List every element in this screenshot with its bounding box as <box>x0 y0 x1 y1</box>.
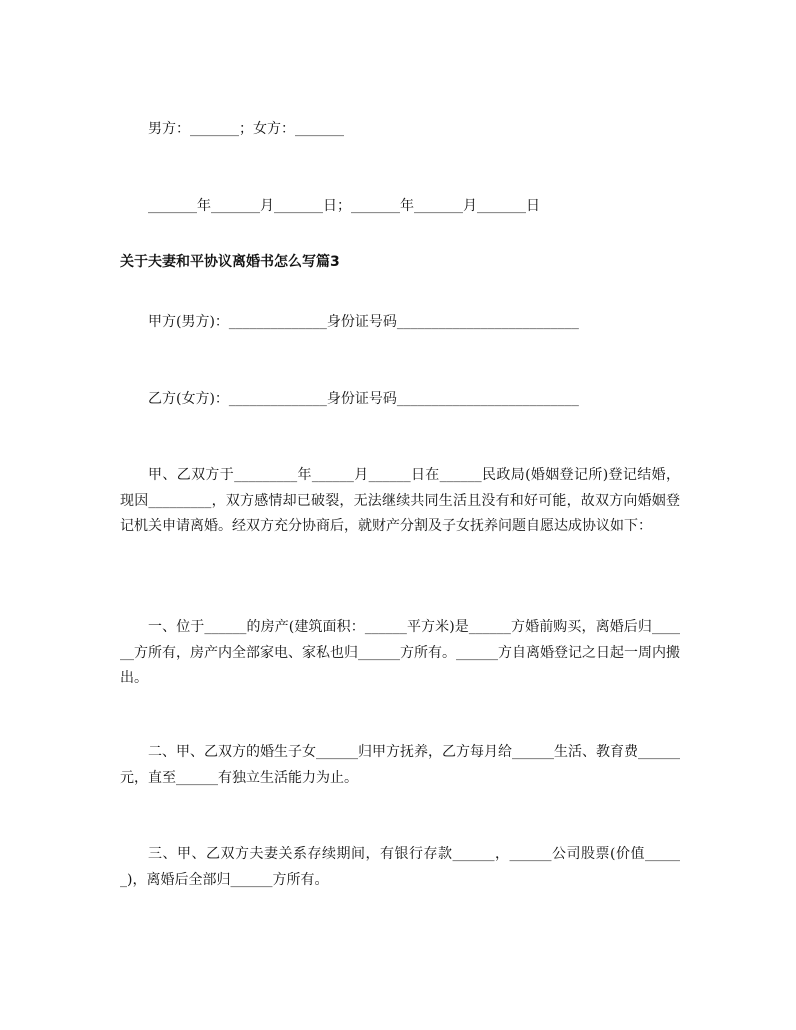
section-heading: 关于夫妻和平协议离婚书怎么写篇3 <box>120 254 340 270</box>
party-b-line: 乙方(女方)：______________身份证号码__________________________ <box>148 391 579 407</box>
clause-1-paragraph: 一、位于______的房产(建筑面积：______平方米)是______方婚前购买，离婚后归______方所有，房产内全部家电、家私也归______方所有。______方自离婚登记之日起一周内搬出。 <box>120 619 680 686</box>
clause-2-paragraph: 二、甲、乙双方的婚生子女______归甲方抚养，乙方每月给______生活、教育费______元，直至______有独立生活能力为止。 <box>120 744 680 786</box>
intro-paragraph: 甲、乙双方于_________年______月______日在______民政局(婚姻登记所)登记结婚，现因_________，双方感情却已破裂，无法继续共同生活且没有和好可能，故双方向婚姻登记机关申请离婚。经双方充分协商后，就财产分割及子女抚养问题自愿达成协议如下： <box>120 467 680 534</box>
date-line: _______年_______月_______日；_______年_______月_______日 <box>148 198 540 214</box>
party-a-line: 甲方(男方)：______________身份证号码__________________________ <box>148 314 579 330</box>
clause-3-paragraph: 三、甲、乙双方夫妻关系存续期间，有银行存款______，______公司股票(价值______)，离婚后全部归______方所有。 <box>120 846 680 888</box>
signature-line: 男方：_______；女方：_______ <box>148 121 344 137</box>
